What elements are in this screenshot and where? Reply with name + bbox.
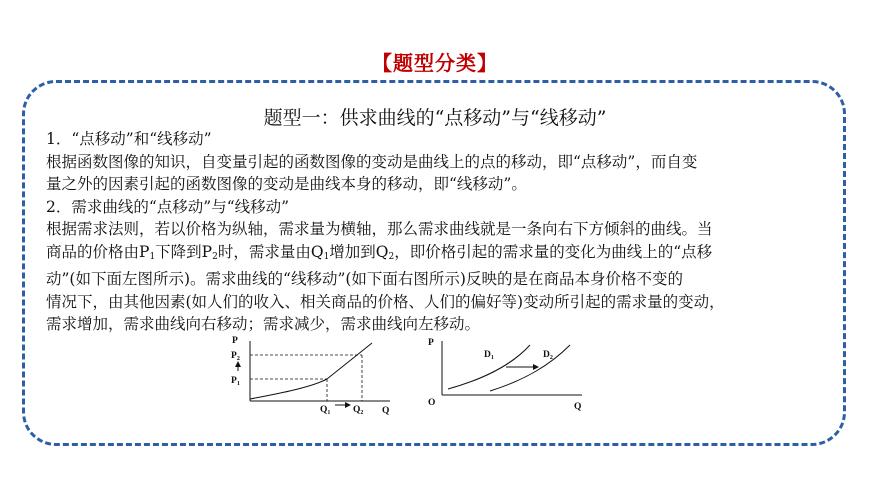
p-axis-label: P	[428, 338, 434, 348]
page-title: 题型一：供求曲线的“点移动”与“线移动”	[263, 107, 607, 129]
section2-line4: 情况下，由其他因素(如人们的收入、相关商品的价格、人们的偏好等)变动所引起的需求量的变动，	[46, 292, 725, 311]
left-demand-diagram	[222, 333, 402, 415]
d1-label: D	[484, 350, 491, 360]
d2-label: D	[543, 350, 550, 360]
section1-line2: 量之外的因素引起的函数图像的变动是曲线本身的移动，即“线移动”。	[46, 175, 527, 193]
origin-label: O	[428, 398, 436, 408]
section2-line5: 需求增加，需求曲线向右移动；需求减少，需求曲线向左移动。	[46, 315, 481, 333]
svg-text:P2: $P_2$	[231, 351, 240, 362]
p2-label: P	[231, 351, 237, 361]
svg-text:Q2: $Q_2$	[353, 405, 364, 415]
p-axis-label: P	[232, 336, 238, 346]
svg-text:D1: $D_1$	[484, 350, 494, 361]
q-axis-label: Q	[574, 402, 582, 412]
section2-line3: 动”(如下面左图所示)。需求曲线的“线移动”(如下面右图所示)反映的是在商品本身价格不变的	[46, 270, 683, 288]
section2-line1: 根据需求法则，若以价格为纵轴，需求量为横轴，那么需求曲线就是一条向右下方倾斜的曲线。当	[46, 220, 713, 238]
section1-line1: 根据函数图像的知识，自变量引起的函数图像的变动是曲线上的点的移动，即“点移动”，而自变	[46, 152, 698, 171]
section1-heading: 1．“点移动”和“线移动”	[46, 130, 212, 148]
q1-label: Q	[320, 405, 328, 415]
section2-heading: 2．需求曲线的“点移动”与“线移动”	[46, 197, 290, 216]
demand-curve	[250, 343, 372, 399]
svg-text:P1: $P_1$	[231, 376, 240, 387]
q-axis-label: Q	[382, 406, 390, 415]
svg-text:Q1: $Q_1$	[320, 405, 331, 415]
section-header: 【题型分类】	[372, 51, 498, 75]
p1-label: P	[231, 376, 237, 386]
section2-line2: 商品的价格由$P_1$下降到$P_2$时，需求量由$Q_1$增加到$Q_2$，即价格引起的需求量的变化为曲线上的“点移	[46, 242, 713, 262]
q2-label: Q	[353, 405, 361, 415]
body-text	[46, 128, 836, 336]
right-demand-diagram	[420, 335, 590, 415]
demand-curve-d2	[490, 345, 570, 391]
svg-text:D2: $D_2$	[543, 350, 553, 361]
